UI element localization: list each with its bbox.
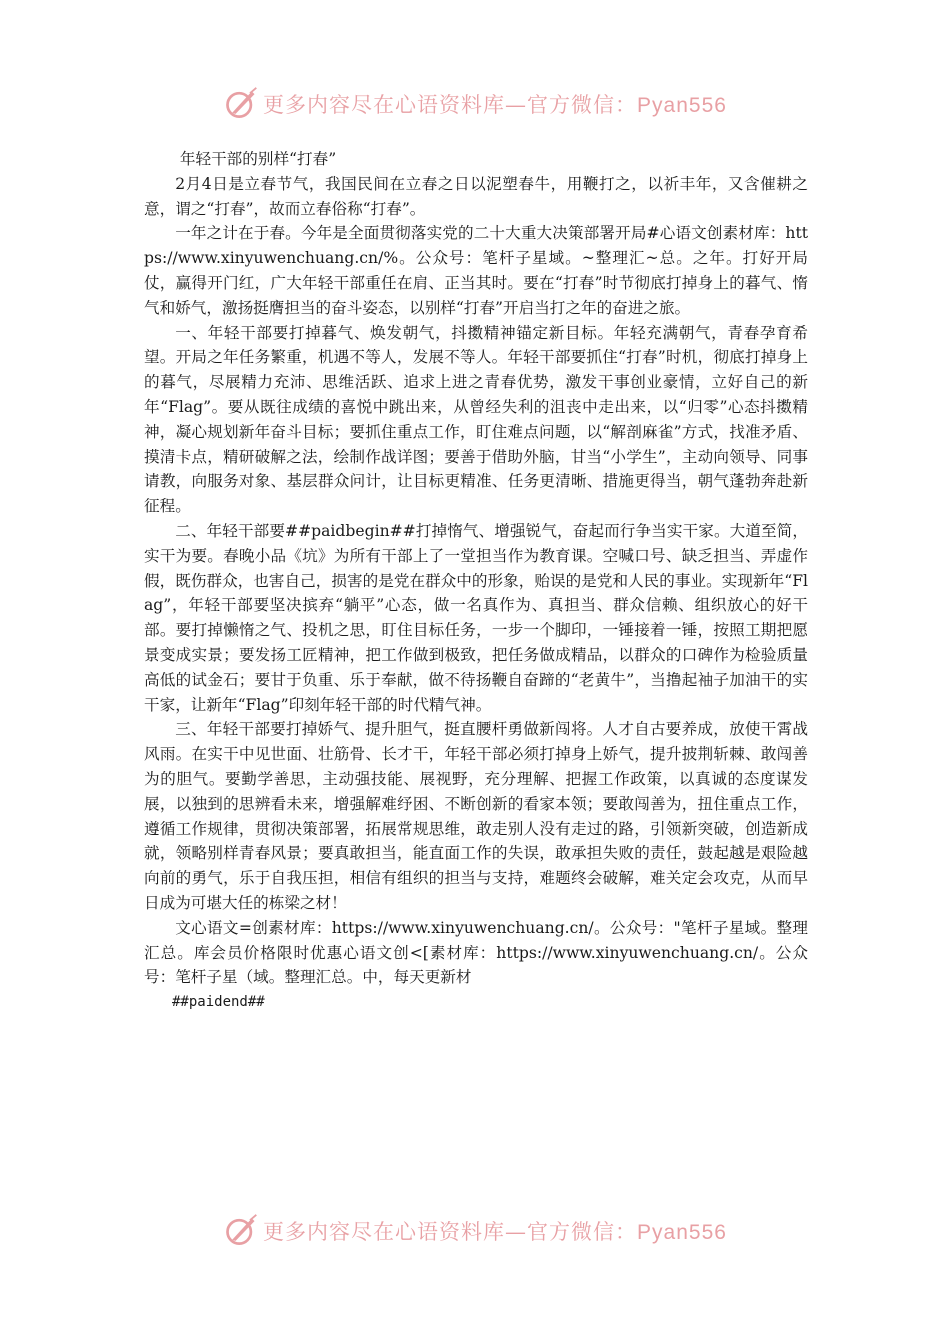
banner-wechat-id: Pyan556 [637, 1221, 727, 1244]
document-title: 年轻干部的别样“打春” [179, 150, 337, 168]
end-marker: ##paidend## [172, 994, 265, 1011]
paragraph: 一年之计在于春。今年是全面贯彻落实党的二十大重大决策部署开局#心语文创素材库：https://www.xinyuwenchuang.cn/%。公众号：笔杆子星域。~整理汇~总。之年。打好开局仗，赢得开门红，广大年轻干部重任在肩、正当其时。要在“打春”时节彻底打掉身上的暮气、惰气和娇气，激扬挺膺担当的奋斗姿态，以别样“打春”开启当打之年的奋进之旅。 [144, 224, 808, 317]
quill-pen-circle-icon [223, 86, 259, 122]
paragraph: 2月4日是立春节气，我国民间在立春之日以泥塑春牛，用鞭打之，以祈丰年，又含催耕之意，谓之“打春”，故而立春俗称“打春”。 [144, 174, 808, 218]
banner-text [263, 89, 727, 119]
banner-label: 更多内容尽在心语资料库—官方微信： [263, 1220, 638, 1244]
footer-banner [0, 1211, 950, 1251]
paragraph: 一、年轻干部要打掉暮气、焕发朝气，抖擞精神锚定新目标。年轻充满朝气，青春孕育希望。开局之年任务繁重，机遇不等人，发展不等人。年轻干部要抓住“打春”时机，彻底打掉身上的暮气，尽展精力充沛、思维活跃、追求上进之青春优势，激发干事创业豪情，立好自己的新年“Flag”。要从既往成绩的喜悦中跳出来，从曾经失利的沮丧中走出来，以“归零”心态抖擞精神，凝心规划新年奋斗目标；要抓住重点工作，盯住难点问题，以“解剖麻雀”方式，找准矛盾、摸清卡点，精研破解之法，绘制作战详图；要善于借助外脑，甘当“小学生”，主动向领导、同事请教，向服务对象、基层群众问计，让目标更精准、任务更清晰、措施更得当，朝气蓬勃奔赴新征程。 [144, 323, 808, 516]
paragraph: 二、年轻干部要##paidbegin##打掉惰气、增强锐气，奋起而行争当实干家。大道至简，实干为要。春晚小品《坑》为所有干部上了一堂担当作为教育课。空喊口号、缺乏担当、弄虚作假，既伤群众，也害自己，损害的是党在群众中的形象，贻误的是党和人民的事业。实现新年“Flag”，年轻干部要坚决摈弃“躺平”心态，做一名真作为、真担当、群众信赖、组织放心的好干部。要打掉懒惰之气、投机之思，盯住目标任务，一步一个脚印，一锤接着一锤，按照工期把愿景变成实景；要发扬工匠精神，把工作做到极致，把任务做成精品，以群众的口碑作为检验质量高低的试金石；要甘于负重、乐于奉献，做不待扬鞭自奋蹄的“老黄牛”，当撸起袖子加油干的实干家，让新年“Flag”印刻年轻干部的时代精气神。 [144, 521, 808, 714]
quill-pen-circle-icon [223, 1213, 259, 1249]
banner-label: 更多内容尽在心语资料库—官方微信： [263, 93, 638, 117]
paragraph: 三、年轻干部要打掉娇气、提升胆气，挺直腰杆勇做新闯将。人才自古要养成，放使干霄战风雨。在实干中见世面、壮筋骨、长才干，年轻干部必须打掉身上娇气，提升披荆斩棘、敢闯善为的胆气。要勤学善思，主动强技能、展视野，充分理解、把握工作政策，以真诚的态度谋发展，以独到的思辨看未来，增强解难纾困、不断创新的看家本领；要敢闯善为，扭住重点工作，遵循工作规律，贯彻决策部署，拓展常规思维，敢走别人没有走过的路，引领新突破，创造新成就，领略别样青春风景；要真敢担当，能直面工作的失误，敢承担失败的责任，鼓起越是艰险越向前的勇气，乐于自我压担，相信有组织的担当与支持，难题终会破解，难关定会攻克，从而早日成为可堪大任的栋梁之材！ [144, 720, 808, 912]
banner-text [263, 1216, 727, 1246]
paragraph: 文心语文=创素材库：https://www.xinyuwenchuang.cn/。公众号："笔杆子星域。整理汇总。库会员价格限时优惠心语文创<[素材库：https://www.xinyuwenchuang.cn/。公众号：笔杆子星（域。整理汇总。中，每天更新材 [144, 918, 808, 987]
document-body [144, 147, 808, 1015]
header-banner [0, 84, 950, 124]
banner-wechat-id: Pyan556 [637, 94, 727, 117]
